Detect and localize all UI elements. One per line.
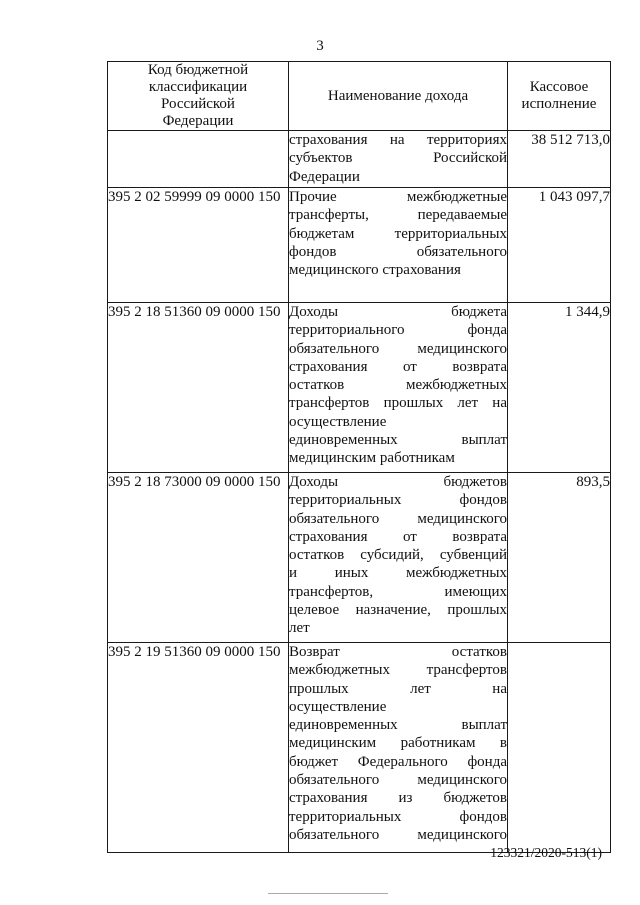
revenue-name-line: Доходы бюджета <box>289 304 507 320</box>
revenue-name-line: осуществление <box>289 413 387 430</box>
revenue-name-cell <box>289 131 508 188</box>
table-row <box>108 131 611 188</box>
amount-cell <box>508 643 611 853</box>
revenue-name-line: страхования от возврата <box>289 528 507 545</box>
table-row <box>108 473 611 643</box>
revenue-name-line: обязательного медицинского <box>289 510 507 527</box>
revenue-name-line: территориальных фондов <box>289 808 507 825</box>
revenue-name-line: обязательного медицинского <box>289 772 507 789</box>
revenue-name-line: страхования на территориях <box>289 132 507 148</box>
revenue-name-line: единовременных выплат <box>289 717 507 734</box>
table-row <box>108 303 611 473</box>
budget-code-cell: 395 2 18 51360 09 0000 150 <box>108 303 289 473</box>
revenue-name-line: бюджетам территориальных <box>289 225 507 242</box>
revenue-name-line: обязательного медицинского <box>289 340 507 357</box>
revenue-name-line: трансфертов, имеющих <box>289 583 507 600</box>
revenue-name-line: межбюджетных трансфертов <box>289 662 507 679</box>
amount-cell: 38 512 713,0 <box>508 131 611 188</box>
revenue-name-line: медицинским работникам в <box>289 735 507 752</box>
budget-code-cell: 395 2 19 51360 09 0000 150 <box>108 643 289 853</box>
revenue-name-line: медицинским работникам <box>289 450 455 467</box>
revenue-name-line: остатков субсидий, субвенций <box>289 547 507 564</box>
revenue-name-line: трансфертов прошлых лет на <box>289 395 507 412</box>
revenue-name-line: территориального фонда <box>289 322 507 339</box>
revenue-name-line: Доходы бюджетов <box>289 474 507 490</box>
revenue-name-cell <box>289 303 508 473</box>
revenue-name-line: страхования из бюджетов <box>289 790 507 807</box>
header-amount: Кассовое исполнение <box>508 62 611 131</box>
budget-code-cell <box>108 131 289 188</box>
revenue-name-line: трансферты, передаваемые <box>289 207 507 224</box>
revenue-table <box>107 61 611 853</box>
revenue-name-cell <box>289 473 508 643</box>
revenue-name-line: единовременных выплат <box>289 432 507 449</box>
scan-artifact <box>268 893 388 894</box>
revenue-name-line: субъектов Российской <box>289 150 507 167</box>
header-name: Наименование дохода <box>289 62 508 131</box>
revenue-name-cell <box>289 188 508 303</box>
revenue-name-line: лет <box>289 620 310 637</box>
revenue-name-line: Возврат остатков <box>289 644 507 660</box>
revenue-name-line: и иных межбюджетных <box>289 565 507 582</box>
revenue-name-line: осуществление <box>289 698 387 715</box>
page-number: 3 <box>316 38 324 54</box>
revenue-name-line: целевое назначение, прошлых <box>289 602 507 619</box>
header-code: Код бюджетной классификации Российской Федерации <box>108 62 289 131</box>
table-header-row <box>108 62 611 131</box>
revenue-name-line: страхования от возврата <box>289 358 507 375</box>
revenue-name-line: Прочие межбюджетные <box>289 189 507 205</box>
revenue-name-line: фондов обязательного <box>289 243 507 260</box>
revenue-name-line: бюджет Федерального фонда <box>289 753 507 770</box>
amount-cell: 893,5 <box>508 473 611 643</box>
budget-code-cell: 395 2 02 59999 09 0000 150 <box>108 188 289 303</box>
revenue-name-line: территориальных фондов <box>289 492 507 509</box>
revenue-name-line: обязательного медицинского <box>289 826 507 843</box>
amount-cell: 1 344,9 <box>508 303 611 473</box>
table-row <box>108 188 611 303</box>
document-reference: 123321/2020-513(1) <box>490 845 602 860</box>
revenue-name-cell <box>289 643 508 853</box>
budget-code-cell: 395 2 18 73000 09 0000 150 <box>108 473 289 643</box>
revenue-name-line: прошлых лет на <box>289 680 507 697</box>
amount-cell: 1 043 097,7 <box>508 188 611 303</box>
revenue-name-line: остатков межбюджетных <box>289 377 507 394</box>
table-row <box>108 643 611 853</box>
revenue-name-line: медицинского страхования <box>289 262 461 279</box>
revenue-name-line: Федерации <box>289 168 360 185</box>
